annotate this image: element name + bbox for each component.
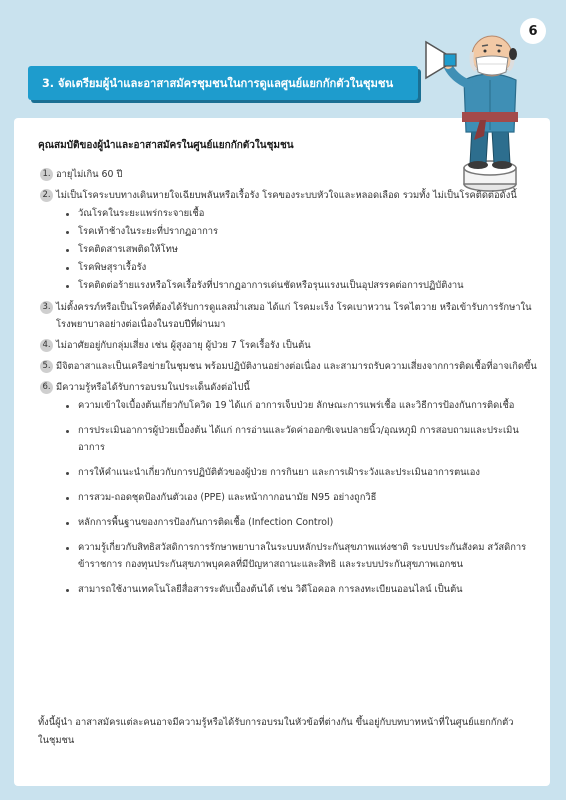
item-text: ไม่เป็นโรคระบบทางเดินหายใจเฉียบพลันหรือเรื้อรัง โรคของระบบหัวใจและหลอดเลือด รวมทั้ง ไม่เป็นโรคติดต่อดังนี้ — [56, 190, 517, 201]
item-text: อายุไม่เกิน 60 ปี — [56, 169, 123, 180]
page-number: 6 — [520, 18, 546, 44]
sub-item: โรคพิษสุราเรื้อรัง — [64, 259, 540, 277]
item-number: 3. — [40, 301, 53, 314]
item-number: 2. — [40, 189, 53, 202]
list-item — [40, 187, 540, 295]
sub-item: ความเข้าใจเบื้องต้นเกี่ยวกับโควิด 19 ได้แก่ อาการเจ็บป่วย ลักษณะการแพร่เชื้อ และวิธีการป้องกันการติดเชื้อ — [64, 397, 540, 414]
sub-item: วัณโรคในระยะแพร่กระจายเชื้อ — [64, 205, 540, 223]
list-item — [40, 299, 540, 333]
footer-note: ทั้งนี้ผู้นำ อาสาสมัครแต่ละคนอาจมีความรู้หรือได้รับการอบรมในหัวข้อที่ต่างกัน ขึ้นอยู่กับบทบาทหน้าที่ในศูนย์แยกกักตัวในชุมชน — [38, 717, 514, 746]
sub-item: โรคติดต่อร้ายแรงหรือโรคเรื้อรังที่ปรากฏอาการเด่นชัดหรือรุนแรงนเป็นอุปสรรคต่อการปฏิบัติงาน — [64, 277, 540, 295]
sub-item: โรคติดสารเสพติดให้โทษ — [64, 241, 540, 259]
list-item — [40, 337, 540, 354]
item-text: มีจิตอาสาและเป็นเครือข่ายในชุมชน พร้อมปฏิบัติงานอย่างต่อเนื่อง และสามารถรับความเสี่ยงจากการติดเชื้อที่อาจเกิดขึ้น — [56, 361, 537, 372]
section-banner — [28, 66, 418, 100]
sub-item: สามารถใช้งานเทคโนโลยีสื่อสารระดับเบื้องต้นได้ เช่น วิดีโอคอล การลงทะเบียนออนไลน์ เป็นต้น — [64, 581, 540, 598]
list-item — [40, 358, 540, 375]
item-number: 4. — [40, 339, 53, 352]
item-number: 6. — [40, 381, 53, 394]
list-item — [40, 379, 540, 598]
sub-item: ความรู้เกี่ยวกับสิทธิสวัสดิการการรักษาพยาบาลในระบบหลักประกันสุขภาพแห่งชาติ ระบบประกันสังคม สวัสดิการข้าราชการ กองทุนประกันสุขภาพบุคคลที่มีปัญหาสถานะและสิทธิ และระบบประกันสุขภาพเอกชน — [64, 539, 540, 573]
sub-list — [64, 397, 540, 598]
sub-list — [64, 205, 540, 295]
section-subtitle: คุณสมบัติของผู้นำและอาสาสมัครในศูนย์แยกกักตัวในชุมชน — [38, 140, 294, 151]
item-number: 5. — [40, 360, 53, 373]
sub-item: โรคเท้าช้างในระยะที่ปรากฏอาการ — [64, 223, 540, 241]
item-number: 1. — [40, 168, 53, 181]
sub-item: หลักการพื้นฐานของการป้องกันการติดเชื้อ (Infection Control) — [64, 514, 540, 531]
sub-item: การให้คำแนะนำเกี่ยวกับการปฏิบัติตัวของผู้ป่วย การกินยา และการเฝ้าระวังและประเมินอาการตนเอง — [64, 464, 540, 481]
list-item — [40, 166, 540, 183]
item-text: ไม่อาศัยอยู่กับกลุ่มเสี่ยง เช่น ผู้สูงอายุ ผู้ป่วย 7 โรคเรื้อรัง เป็นต้น — [56, 340, 311, 351]
sub-item: การประเมินอาการผู้ป่วยเบื้องต้น ได้แก่ การอ่านและวัดค่าออกซิเจนปลายนิ้ว/อุณหภูมิ การสอบถามและประเมินอาการ — [64, 422, 540, 456]
qualification-list — [40, 166, 540, 606]
item-text: ไม่ตั้งครรภ์หรือเป็นโรคที่ต้องได้รับการดูแลสม่ำเสมอ ได้แก่ โรคมะเร็ง โรคเบาหวาน โรคไตวาย หรือเข้ารับการรักษาในโรงพยาบาลอย่างต่อเนื่องในรอบปีที่ผ่านมา — [56, 302, 532, 330]
section-title: 3. จัดเตรียมผู้นำและอาสาสมัครชุมชนในการดูแลศูนย์แยกกักตัวในชุมชน — [42, 77, 394, 90]
item-text: มีความรู้หรือได้รับการอบรมในประเด็นดังต่อไปนี้ — [56, 382, 250, 393]
sub-item: การสวม-ถอดชุดป้องกันตัวเอง (PPE) และหน้ากากอนามัย N95 อย่างถูกวิธี — [64, 489, 540, 506]
